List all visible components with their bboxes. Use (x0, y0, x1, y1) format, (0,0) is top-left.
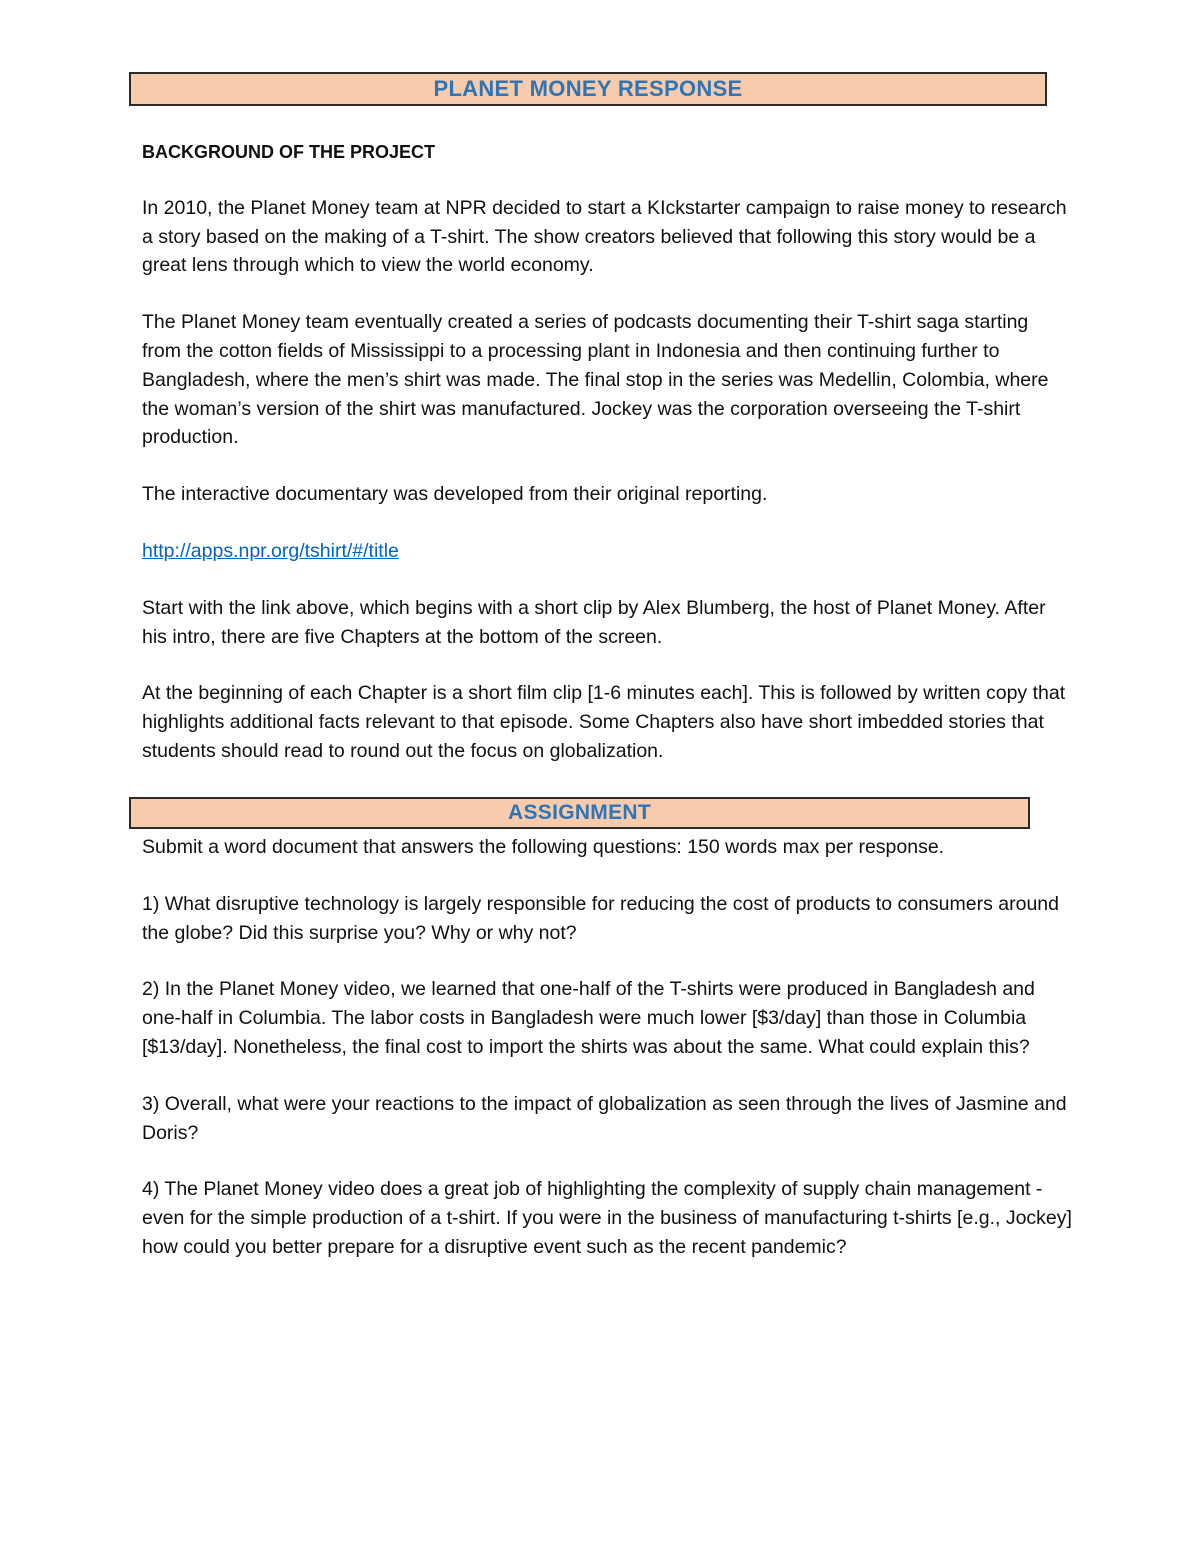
background-section (142, 138, 1072, 766)
background-paragraph-4: Start with the link above, which begins with a short clip by Alex Blumberg, the host of Planet Money. After his intro, there are five Chapters at the bottom of the screen. (142, 596, 1046, 648)
assignment-intro: Submit a word document that answers the following questions: 150 words max per response. (142, 836, 945, 858)
assignment-title: ASSIGNMENT (507, 801, 651, 824)
assignment-title-banner (129, 797, 1030, 829)
documentary-link[interactable]: http://apps.npr.org/tshirt/#/title (142, 539, 399, 562)
assignment-section (142, 833, 1072, 1262)
assignment-question-1: 1) What disruptive technology is largely responsible for reducing the cost of products to consumers around the globe? Did this surprise you? Why or why not? (142, 892, 1059, 944)
assignment-question-3: 3) Overall, what were your reactions to the impact of globalization as seen through the lives of Jasmine and Doris? (142, 1092, 1067, 1144)
assignment-question-2: 2) In the Planet Money video, we learned that one-half of the T-shirts were produced in Bangladesh and one-half in Columbia. The labor costs in Bangladesh were much lower [$3/day] than those in Columbia [$13/day]. Nonetheless, the final cost to import the shirts was about the same. What could explain this? (142, 978, 1035, 1058)
background-paragraph-1: In 2010, the Planet Money team at NPR decided to start a KIckstarter campaign to raise money to research a story based on the making of a T-shirt. The show creators believed that following this story would be a great lens through which to view the world economy. (142, 196, 1067, 277)
assignment-question-4: 4) The Planet Money video does a great job of highlighting the complexity of supply chain management - even for the simple production of a t-shirt. If you were in the business of manufacturing t-shirts [e.g., Jockey] how could you better prepare for a disruptive event such as the recent pandemic? (142, 1178, 1072, 1258)
background-paragraph-5: At the beginning of each Chapter is a short film clip [1-6 minutes each]. This is followed by written copy that highlights additional facts relevant to that episode. Some Chapters also have short imbedded stories that students should read to round out the focus on globalization. (142, 682, 1066, 762)
page-title-banner (129, 72, 1047, 106)
background-heading: BACKGROUND OF THE PROJECT (142, 142, 436, 162)
page-title: PLANET MONEY RESPONSE (433, 76, 743, 101)
background-paragraph-3: The interactive documentary was developed from their original reporting. (142, 483, 768, 506)
background-paragraph-2: The Planet Money team eventually created a series of podcasts documenting their T-shirt saga starting from the cotton fields of Mississippi to a processing plant in Indonesia and then continuing further to Bangladesh, where the men’s shirt was made. The final stop in the series was Medellin, Colombia, where the woman’s version of the shirt was manufactured. Jockey was the corporation overseeing the T-shirt production. (142, 311, 1049, 449)
